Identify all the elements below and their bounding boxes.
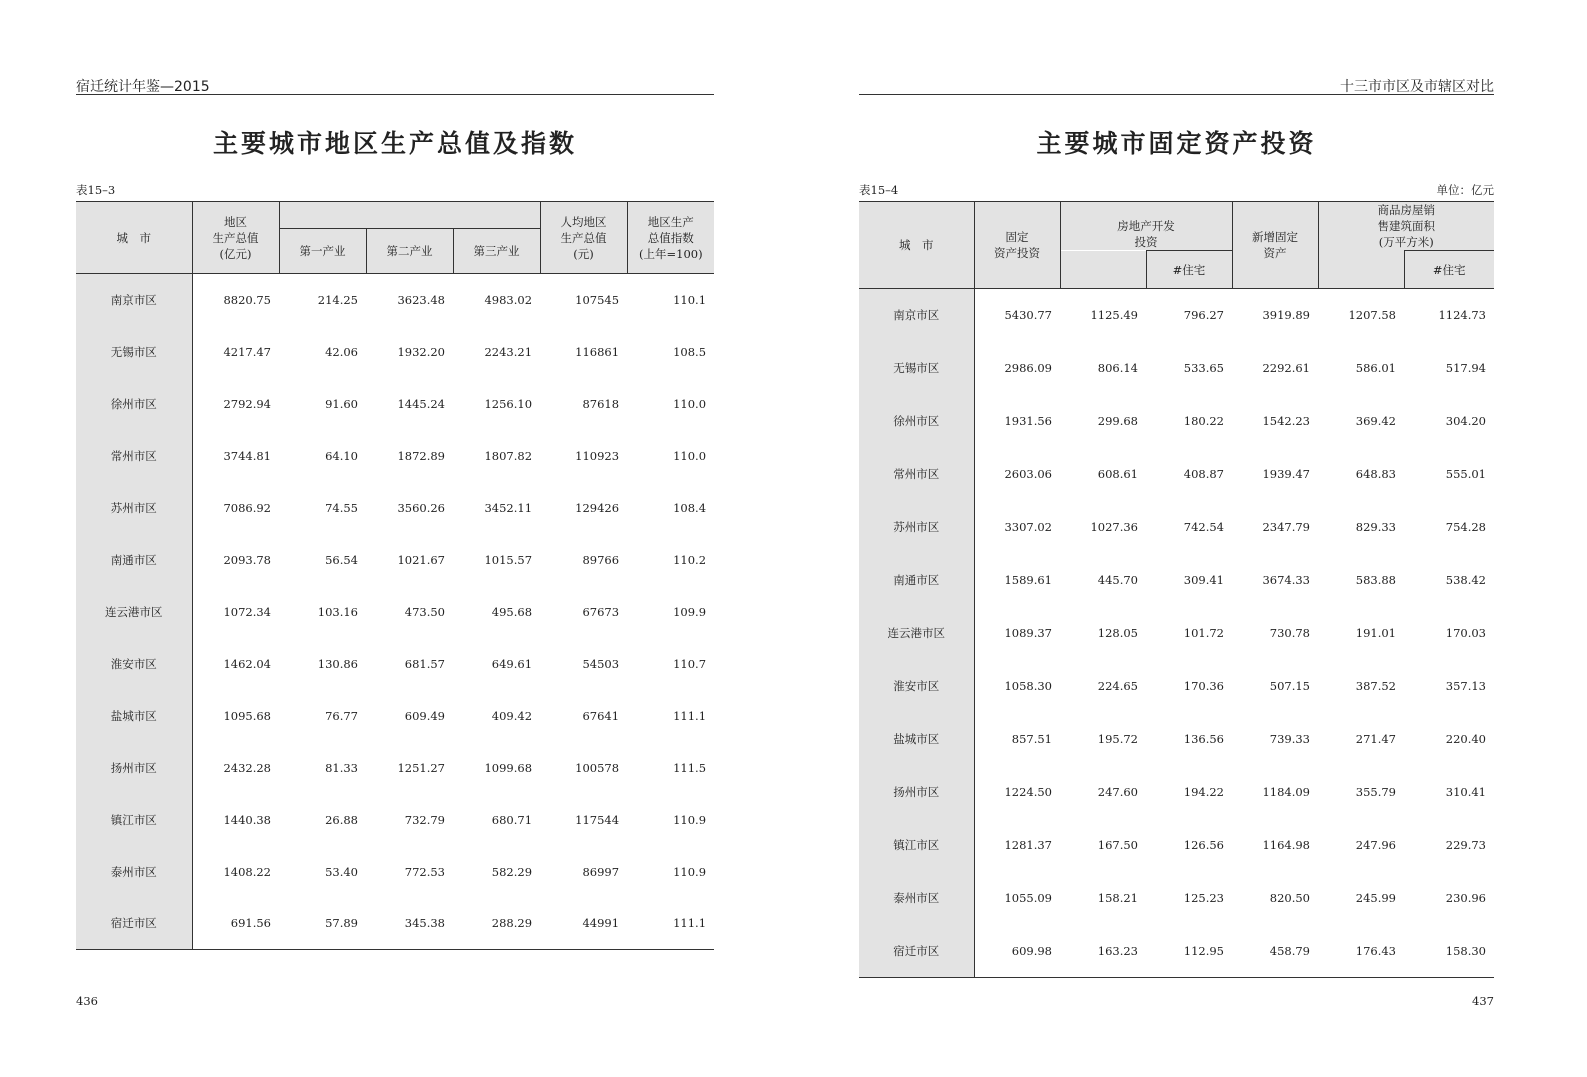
cell-per-capita: 67641 [582,708,620,723]
table-row [859,925,1494,978]
cell-fixed-investment: 609.98 [974,925,1060,978]
cell-floor-area-residential: 230.96 [1445,891,1486,905]
cell-secondary: 772.53 [404,864,445,879]
cell-index: 109.9 [673,604,707,619]
cell-city: 无锡市区 [859,342,974,395]
cell-new-fixed-assets: 739.33 [1269,732,1310,746]
cell-index: 111.1 [627,898,714,950]
table-number: 表15–3 [76,183,116,197]
cell-floor-area: 369.42 [1355,414,1396,428]
cell-real-estate: 806.14 [1097,361,1138,375]
cell-real-estate-residential: 101.72 [1183,626,1224,640]
table-row [859,289,1494,342]
cell-floor-area: 583.88 [1355,573,1396,587]
cell-new-fixed-assets: 1939.47 [1262,467,1310,481]
cell-secondary: 345.38 [366,898,453,950]
cell-secondary: 1445.24 [397,396,445,411]
cell-new-fixed-assets: 2347.79 [1262,520,1310,534]
cell-gdp: 1440.38 [223,812,271,827]
cell-floor-area: 387.52 [1355,679,1396,693]
cell-floor-area: 191.01 [1355,626,1396,640]
cell-city: 南通市区 [76,534,192,586]
cell-secondary: 3623.48 [397,292,445,307]
cell-city: 宿迁市区 [859,925,974,978]
cell-primary: 53.40 [325,864,358,879]
cell-floor-area: 648.83 [1355,467,1396,481]
header-rule [76,94,714,95]
cell-new-fixed-assets: 2292.61 [1262,361,1310,375]
cell-city: 宿迁市区 [76,898,192,950]
cell-city: 连云港市区 [859,607,974,660]
cell-floor-area-residential: 1124.73 [1438,308,1486,323]
cell-real-estate: 445.70 [1097,573,1138,587]
cell-floor-area: 355.79 [1355,785,1396,799]
table-row [859,501,1494,554]
cell-secondary: 609.49 [404,708,445,723]
cell-city: 常州市区 [859,448,974,501]
col-header-floor-area-residential: #住宅 [1404,251,1494,289]
col-header-real-estate: 房地产开发 投资 [1060,202,1232,251]
cell-new-fixed-assets: 3919.89 [1262,308,1310,323]
cell-secondary: 1872.89 [397,448,445,463]
cell-real-estate-residential: 126.56 [1183,838,1224,852]
cell-per-capita: 129426 [575,500,620,515]
investment-table-body [859,289,1494,978]
cell-index: 110.0 [673,396,707,411]
cell-per-capita: 87618 [582,396,620,411]
cell-primary: 42.06 [325,344,358,359]
table-row [859,342,1494,395]
col-header-secondary: 第二产业 [366,229,453,274]
cell-city: 常州市区 [76,430,192,482]
table-row [76,534,714,586]
cell-index: 110.2 [673,552,707,567]
cell-real-estate: 1027.36 [1090,520,1138,534]
investment-table [859,201,1494,978]
col-header-real-estate-spacer [1060,251,1146,289]
cell-per-capita: 110923 [575,448,620,463]
cell-primary: 57.89 [279,898,366,950]
cell-real-estate: 247.60 [1097,785,1138,799]
cell-secondary: 732.79 [404,812,445,827]
col-header-real-estate-residential: #住宅 [1146,251,1232,289]
cell-index: 110.7 [673,656,707,671]
cell-floor-area-residential: 229.73 [1445,838,1486,852]
table-row [859,660,1494,713]
cell-fixed-investment: 1058.30 [1004,679,1052,693]
cell-city: 镇江市区 [76,794,192,846]
table-row [76,326,714,378]
cell-floor-area: 586.01 [1355,361,1396,375]
col-header-tertiary: 第三产业 [453,229,540,274]
cell-real-estate: 158.21 [1097,891,1138,905]
cell-real-estate: 608.61 [1097,467,1138,481]
gdp-table-body [76,274,714,950]
cell-per-capita: 117544 [575,812,620,827]
table-row [76,794,714,846]
cell-real-estate-residential: 742.54 [1183,520,1224,534]
cell-primary: 81.33 [325,760,358,775]
cell-new-fixed-assets: 730.78 [1269,626,1310,640]
cell-fixed-investment: 857.51 [1011,732,1052,746]
cell-real-estate: 299.68 [1097,414,1138,428]
cell-city: 南通市区 [859,554,974,607]
table-row [76,378,714,430]
table-row [76,898,714,950]
cell-new-fixed-assets: 3674.33 [1262,573,1310,587]
cell-city: 镇江市区 [859,819,974,872]
cell-new-fixed-assets: 820.50 [1269,891,1310,905]
cell-new-fixed-assets: 1184.09 [1262,785,1310,799]
cell-secondary: 1021.67 [397,552,445,567]
cell-tertiary: 582.29 [491,864,533,879]
col-header-new-fixed-assets: 新增固定 资产 [1232,202,1318,289]
cell-city: 泰州市区 [859,872,974,925]
cell-primary: 130.86 [317,656,358,671]
cell-per-capita: 100578 [575,760,620,775]
table-row [76,846,714,898]
cell-secondary: 473.50 [404,604,445,619]
cell-real-estate-residential: 533.65 [1183,361,1224,375]
cell-city: 盐城市区 [76,690,192,742]
cell-fixed-investment: 1931.56 [1004,414,1052,428]
cell-floor-area: 247.96 [1355,838,1396,852]
cell-real-estate: 167.50 [1097,838,1138,852]
cell-index: 108.4 [673,500,707,515]
page-number: 436 [76,994,98,1008]
cell-fixed-investment: 1224.50 [1004,785,1052,799]
cell-floor-area: 829.33 [1355,520,1396,534]
cell-tertiary: 1256.10 [484,396,533,411]
cell-city: 徐州市区 [859,395,974,448]
cell-floor-area: 271.47 [1355,732,1396,746]
gdp-table [76,201,714,950]
table-row [859,448,1494,501]
cell-gdp: 4217.47 [223,344,271,359]
cell-index: 111.5 [673,760,707,775]
col-header-index: 地区生产 总值指数 (上年=100) [627,202,714,274]
cell-floor-area-residential: 170.03 [1445,626,1486,640]
cell-per-capita: 116861 [575,344,620,359]
running-head: 宿迁统计年鉴—2015 [76,79,210,95]
cell-gdp: 8820.75 [223,292,271,307]
col-header-gdp-group [279,202,540,229]
cell-city: 南京市区 [76,274,192,326]
cell-city: 苏州市区 [859,501,974,554]
cell-index: 110.9 [673,812,707,827]
cell-gdp: 2432.28 [223,760,271,775]
cell-index: 108.5 [673,344,707,359]
cell-real-estate: 224.65 [1097,679,1138,693]
table-row [76,638,714,690]
table-number: 表15–4 [859,183,899,197]
page-number: 437 [1472,994,1494,1008]
cell-primary: 26.88 [325,812,358,827]
cell-real-estate-residential: 408.87 [1183,467,1224,481]
cell-secondary: 1932.20 [397,344,445,359]
cell-city: 徐州市区 [76,378,192,430]
cell-per-capita: 86997 [582,864,620,879]
table-row [859,554,1494,607]
cell-city: 扬州市区 [859,766,974,819]
table-row [76,690,714,742]
cell-city: 淮安市区 [859,660,974,713]
col-header-city: 城 市 [859,202,974,289]
cell-floor-area-residential: 220.40 [1445,732,1486,746]
cell-fixed-investment: 2603.06 [1004,467,1052,481]
cell-tertiary: 1807.82 [484,448,533,463]
cell-real-estate-residential: 194.22 [1183,785,1224,799]
table-row [76,742,714,794]
cell-real-estate-residential: 170.36 [1183,679,1224,693]
cell-new-fixed-assets: 458.79 [1232,925,1318,978]
cell-city: 盐城市区 [859,713,974,766]
page-title: 主要城市固定资产投资 [1036,129,1317,158]
cell-primary: 214.25 [317,292,358,307]
cell-fixed-investment: 1089.37 [1004,626,1052,640]
cell-gdp: 1072.34 [223,604,271,619]
cell-gdp: 2093.78 [223,552,271,567]
cell-tertiary: 3452.11 [484,500,533,515]
table-row [76,586,714,638]
cell-tertiary: 1099.68 [484,760,533,775]
cell-primary: 103.16 [317,604,358,619]
cell-tertiary: 495.68 [491,604,533,619]
page-title: 主要城市地区生产总值及指数 [212,129,577,158]
table-row [76,430,714,482]
cell-new-fixed-assets: 1542.23 [1262,414,1310,428]
cell-real-estate-residential: 309.41 [1183,573,1224,587]
cell-new-fixed-assets: 1164.98 [1262,838,1310,852]
cell-per-capita: 54503 [582,656,620,671]
cell-secondary: 1251.27 [397,760,445,775]
cell-floor-area-residential: 517.94 [1445,361,1486,375]
cell-gdp: 1408.22 [223,864,271,879]
col-header-floor-area-spacer [1318,251,1404,289]
cell-index: 111.1 [673,708,707,723]
cell-index: 110.1 [673,292,707,307]
cell-city: 苏州市区 [76,482,192,534]
cell-city: 扬州市区 [76,742,192,794]
cell-per-capita: 107545 [575,292,620,307]
table-row [76,482,714,534]
cell-fixed-investment: 1055.09 [1004,891,1052,905]
cell-real-estate-residential: 112.95 [1146,925,1232,978]
cell-tertiary: 409.42 [491,708,533,723]
table-row [859,819,1494,872]
cell-gdp: 1095.68 [223,708,271,723]
cell-fixed-investment: 1589.61 [1004,573,1052,587]
cell-fixed-investment: 1281.37 [1004,838,1052,852]
cell-index: 110.9 [673,864,707,879]
cell-tertiary: 288.29 [453,898,540,950]
cell-primary: 76.77 [325,708,358,723]
cell-city: 连云港市区 [76,586,192,638]
cell-floor-area-residential: 304.20 [1445,414,1486,428]
cell-real-estate: 163.23 [1060,925,1146,978]
cell-fixed-investment: 3307.02 [1004,520,1052,534]
cell-tertiary: 649.61 [491,656,533,671]
col-header-per-capita: 人均地区 生产总值 (元) [540,202,627,274]
cell-index: 110.0 [673,448,707,463]
cell-floor-area-residential: 357.13 [1445,679,1486,693]
cell-gdp: 1462.04 [223,656,271,671]
table-row [859,713,1494,766]
cell-floor-area-residential: 555.01 [1445,467,1486,481]
cell-floor-area-residential: 754.28 [1445,520,1486,534]
cell-gdp: 3744.81 [223,448,271,463]
cell-city: 南京市区 [859,289,974,342]
cell-floor-area-residential: 310.41 [1445,785,1486,799]
col-header-primary: 第一产业 [279,229,366,274]
cell-floor-area: 1207.58 [1348,308,1396,323]
cell-city: 淮安市区 [76,638,192,690]
col-header-floor-area: 商品房屋销 售建筑面积 (万平方米) [1318,202,1494,251]
cell-real-estate: 128.05 [1097,626,1138,640]
cell-real-estate: 195.72 [1097,732,1138,746]
col-header-city: 城 市 [76,202,192,274]
cell-city: 无锡市区 [76,326,192,378]
cell-real-estate-residential: 125.23 [1183,891,1224,905]
cell-tertiary: 1015.57 [484,552,533,567]
cell-real-estate-residential: 796.27 [1183,308,1224,323]
cell-primary: 74.55 [325,500,358,515]
cell-real-estate-residential: 180.22 [1183,414,1224,428]
cell-tertiary: 680.71 [491,812,533,827]
cell-new-fixed-assets: 507.15 [1269,679,1310,693]
table-row [859,766,1494,819]
unit-label: 单位：亿元 [1436,183,1494,197]
table-row [859,395,1494,448]
cell-gdp: 691.56 [192,898,279,950]
cell-floor-area: 176.43 [1318,925,1404,978]
cell-city: 泰州市区 [76,846,192,898]
table-row [859,872,1494,925]
cell-per-capita: 89766 [582,552,620,567]
cell-secondary: 3560.26 [397,500,445,515]
col-header-fixed-investment: 固定 资产投资 [974,202,1060,289]
cell-per-capita: 67673 [582,604,620,619]
cell-fixed-investment: 2986.09 [1004,361,1052,375]
cell-fixed-investment: 5430.77 [1004,308,1052,323]
header-rule [859,94,1494,95]
cell-primary: 56.54 [325,552,358,567]
cell-floor-area-residential: 538.42 [1445,573,1486,587]
cell-primary: 64.10 [325,448,358,463]
running-head: 十三市市区及市辖区对比 [1340,79,1494,95]
right-page [793,0,1587,1077]
cell-gdp: 2792.94 [223,396,271,411]
cell-floor-area-residential: 158.30 [1404,925,1494,978]
col-header-gdp: 地区 生产总值 (亿元) [192,202,279,274]
cell-real-estate-residential: 136.56 [1183,732,1224,746]
cell-secondary: 681.57 [404,656,445,671]
cell-gdp: 7086.92 [223,500,271,515]
cell-primary: 91.60 [325,396,358,411]
cell-floor-area: 245.99 [1355,891,1396,905]
table-row [859,607,1494,660]
table-row [76,274,714,326]
cell-real-estate: 1125.49 [1090,308,1138,323]
left-page [0,0,793,1077]
cell-tertiary: 4983.02 [484,292,533,307]
cell-per-capita: 44991 [540,898,627,950]
cell-tertiary: 2243.21 [484,344,533,359]
